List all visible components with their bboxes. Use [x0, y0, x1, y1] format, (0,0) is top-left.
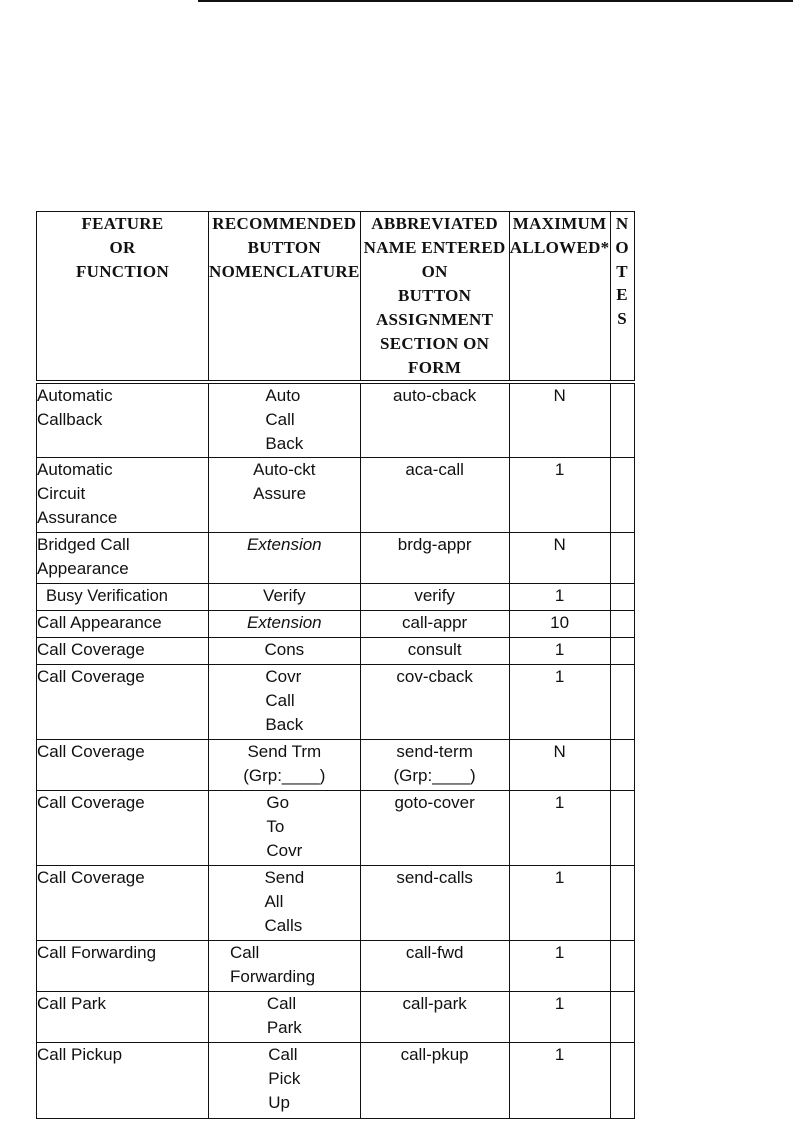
abbreviated-name-cell: auto-cback: [360, 382, 509, 457]
nomenclature-cell: Verify: [209, 583, 361, 610]
feature-cell: Automatic Circuit Assurance: [37, 457, 209, 532]
table-row: [37, 991, 635, 1042]
table-row: [37, 940, 635, 991]
maximum-cell: N: [509, 532, 610, 583]
feature-cell: Call Pickup: [37, 1042, 209, 1118]
nomenclature-cell: Auto-ckt Assure: [209, 457, 361, 532]
maximum-cell: 1: [509, 940, 610, 991]
header-feature: FEATURE OR FUNCTION: [37, 212, 209, 383]
feature-cell: Call Coverage: [37, 664, 209, 739]
header-maximum-allowed: MAXIMUM ALLOWED*: [509, 212, 610, 383]
maximum-cell: 1: [509, 865, 610, 940]
nomenclature-cell: Cons: [209, 637, 361, 664]
table-row: [37, 739, 635, 790]
notes-cell: [610, 940, 634, 991]
notes-cell: [610, 532, 634, 583]
maximum-cell: 1: [509, 991, 610, 1042]
maximum-cell: 1: [509, 664, 610, 739]
nomenclature-cell: Call Pick Up: [209, 1042, 361, 1118]
abbreviated-name-cell: aca-call: [360, 457, 509, 532]
abbreviated-name-cell: call-fwd: [360, 940, 509, 991]
maximum-cell: 1: [509, 1042, 610, 1118]
abbreviated-name-cell: verify: [360, 583, 509, 610]
top-rule: [198, 0, 793, 2]
table-row: [37, 583, 635, 610]
nomenclature-cell: Covr Call Back: [209, 664, 361, 739]
notes-cell: [610, 664, 634, 739]
maximum-cell: 1: [509, 790, 610, 865]
feature-cell: Bridged Call Appearance: [37, 532, 209, 583]
nomenclature-cell: Extension: [209, 610, 361, 637]
table-row: [37, 664, 635, 739]
notes-cell: [610, 637, 634, 664]
nomenclature-cell: Go To Covr: [209, 790, 361, 865]
table-row: [37, 637, 635, 664]
table-row: [37, 610, 635, 637]
notes-cell: [610, 790, 634, 865]
feature-cell: Call Coverage: [37, 790, 209, 865]
notes-cell: [610, 739, 634, 790]
feature-cell: Call Coverage: [37, 637, 209, 664]
feature-cell: Call Park: [37, 991, 209, 1042]
abbreviated-name-cell: call-park: [360, 991, 509, 1042]
abbreviated-name-cell: brdg-appr: [360, 532, 509, 583]
abbreviated-name-cell: call-pkup: [360, 1042, 509, 1118]
maximum-cell: 1: [509, 457, 610, 532]
abbreviated-name-cell: send-calls: [360, 865, 509, 940]
feature-cell: Call Coverage: [37, 865, 209, 940]
nomenclature-cell: Send Trm (Grp:____): [209, 739, 361, 790]
nomenclature-cell: Extension: [209, 532, 361, 583]
feature-cell: Call Forwarding: [37, 940, 209, 991]
notes-cell: [610, 457, 634, 532]
table-header-row: [37, 212, 635, 383]
feature-cell: Call Appearance: [37, 610, 209, 637]
maximum-cell: N: [509, 739, 610, 790]
abbreviated-name-cell: call-appr: [360, 610, 509, 637]
table-row: [37, 865, 635, 940]
abbreviated-name-cell: consult: [360, 637, 509, 664]
notes-cell: [610, 382, 634, 457]
nomenclature-cell: Send All Calls: [209, 865, 361, 940]
notes-cell: [610, 865, 634, 940]
nomenclature-cell: Call Forwarding: [209, 940, 361, 991]
table-row: [37, 1042, 635, 1118]
maximum-cell: 1: [509, 583, 610, 610]
button-assignment-table: [36, 211, 635, 1119]
maximum-cell: 1: [509, 637, 610, 664]
feature-cell: Busy Verification: [37, 583, 209, 610]
header-notes: N O T E S: [610, 212, 634, 383]
abbreviated-name-cell: send-term (Grp:____): [360, 739, 509, 790]
feature-cell: Call Coverage: [37, 739, 209, 790]
header-abbreviated-name: ABBREVIATED NAME ENTERED ON BUTTON ASSIGNMENT SECTION ON FORM: [360, 212, 509, 383]
nomenclature-cell: Auto Call Back: [209, 382, 361, 457]
table-row: [37, 457, 635, 532]
notes-cell: [610, 1042, 634, 1118]
abbreviated-name-cell: goto-cover: [360, 790, 509, 865]
maximum-cell: 10: [509, 610, 610, 637]
feature-cell: Automatic Callback: [37, 382, 209, 457]
abbreviated-name-cell: cov-cback: [360, 664, 509, 739]
table-row: [37, 382, 635, 457]
table-row: [37, 532, 635, 583]
header-nomenclature: RECOMMENDED BUTTON NOMENCLATURE: [209, 212, 361, 383]
table-row: [37, 790, 635, 865]
maximum-cell: N: [509, 382, 610, 457]
nomenclature-cell: Call Park: [209, 991, 361, 1042]
notes-cell: [610, 610, 634, 637]
notes-cell: [610, 991, 634, 1042]
notes-cell: [610, 583, 634, 610]
